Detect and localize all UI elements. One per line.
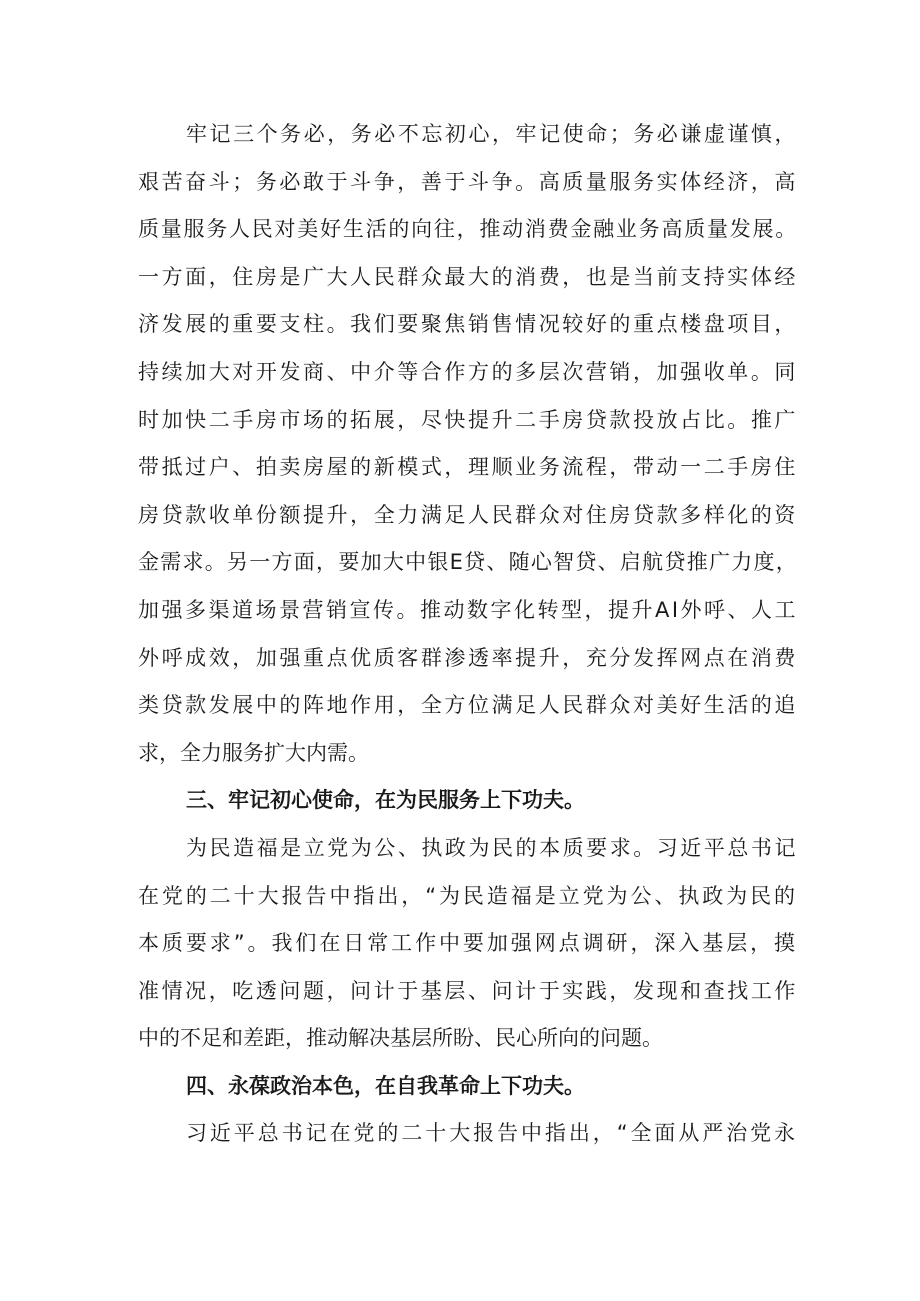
paragraph-line: 在党的二十大报告中指出，“为民造福是立党为公、执政为民的	[138, 883, 798, 908]
paragraph-line: 加强多渠道场景营销宣传。推动数字化转型，提升AI外呼、人工	[138, 597, 798, 622]
paragraph-line: 类贷款发展中的阵地作用，全方位满足人民群众对美好生活的追	[138, 693, 798, 718]
section-heading: 四、永葆政治本色，在自我革命上下功夫。	[186, 1073, 585, 1098]
section-heading: 三、牢记初心使命，在为民服务上下功夫。	[186, 788, 585, 813]
paragraph-line: 持续加大对开发商、中介等合作方的多层次营销，加强收单。同	[138, 359, 798, 384]
paragraph-line: 带抵过户、拍卖房屋的新模式，理顺业务流程，带动一二手房住	[138, 455, 798, 480]
paragraph-line: 求，全力服务扩大内需。	[138, 740, 369, 765]
paragraph-line: 习近平总书记在党的二十大报告中指出，“全面从严治党永	[186, 1121, 798, 1146]
paragraph-line: 一方面，住房是广大人民群众最大的消费，也是当前支持实体经	[138, 264, 798, 289]
document-body	[138, 111, 798, 1158]
paragraph-line: 艰苦奋斗；务必敢于斗争，善于斗争。高质量服务实体经济，高	[138, 169, 798, 194]
paragraph-line: 中的不足和差距，推动解决基层所盼、民心所向的问题。	[138, 1026, 663, 1051]
paragraph-line: 房贷款收单份额提升，全力满足人民群众对住房贷款多样化的资	[138, 502, 798, 527]
paragraph-line: 本质要求”。我们在日常工作中要加强网点调研，深入基层，摸	[138, 931, 798, 956]
paragraph-line: 准情况，吃透问题，问计于基层、问计于实践，发现和查找工作	[138, 978, 798, 1003]
paragraph-line: 外呼成效，加强重点优质客群渗透率提升，充分发挥网点在消费	[138, 645, 798, 670]
paragraph-line: 时加快二手房市场的拓展，尽快提升二手房贷款投放占比。推广	[138, 407, 798, 432]
paragraph-line: 金需求。另一方面，要加大中银E贷、随心智贷、启航贷推广力度，	[138, 550, 798, 575]
paragraph-line: 牢记三个务必，务必不忘初心，牢记使命；务必谦虚谨慎，	[186, 122, 798, 146]
paragraph-line: 济发展的重要支柱。我们要聚焦销售情况较好的重点楼盘项目，	[138, 312, 798, 337]
paragraph-line: 为民造福是立党为公、执政为民的本质要求。习近平总书记	[186, 835, 798, 860]
paragraph-line: 质量服务人民对美好生活的向往，推动消费金融业务高质量发展。	[138, 217, 798, 242]
